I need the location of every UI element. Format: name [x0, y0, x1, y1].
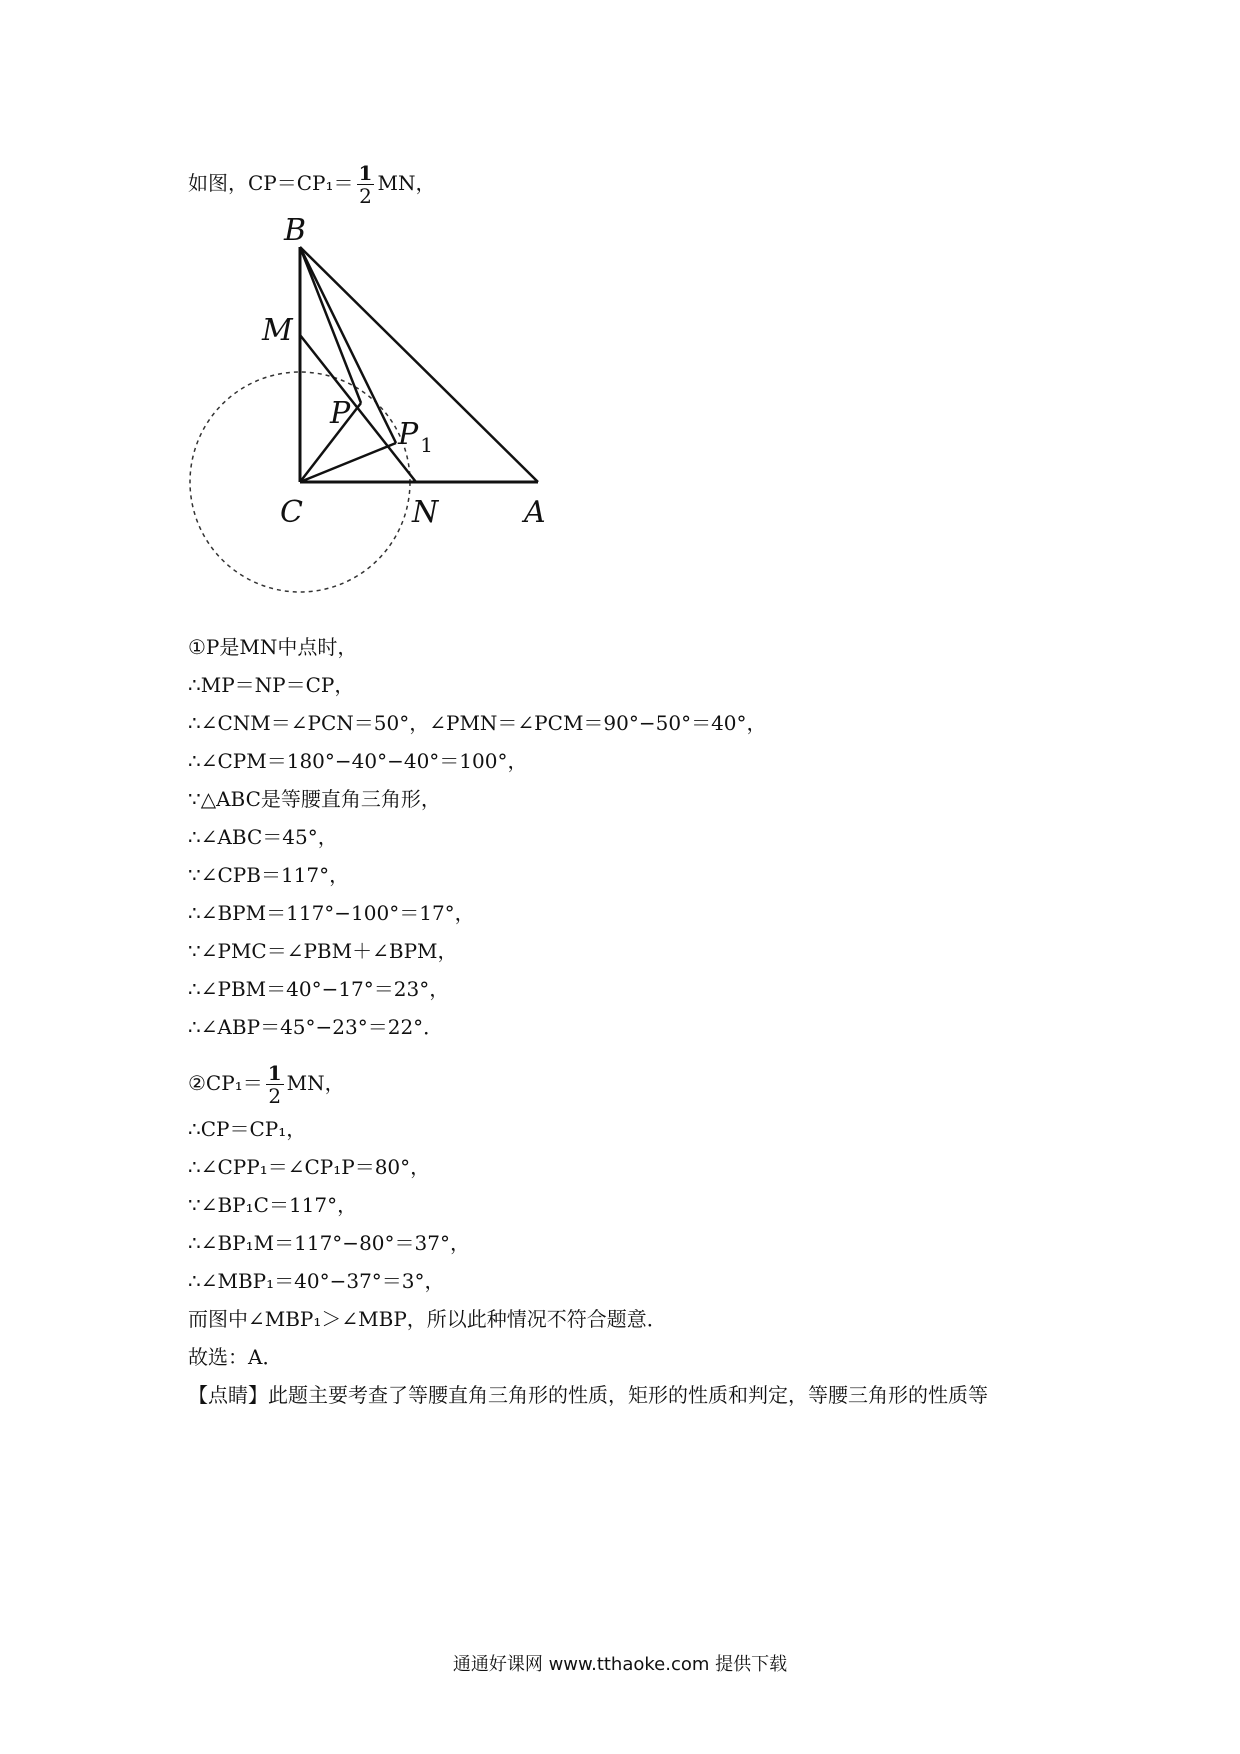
segment-AB [300, 247, 538, 482]
intro-text: 如图，CP＝CP₁＝ [188, 171, 354, 195]
fraction-numerator: 1 [358, 161, 373, 185]
fraction-one-half [266, 1062, 284, 1107]
fraction-denominator: 2 [359, 184, 372, 208]
label-N: N [412, 495, 439, 530]
comment-line: 【点睛】此题主要考查了等腰直角三角形的性质，矩形的性质和判定，等腰三角形的性质等 [188, 1383, 988, 1407]
fraction-numerator: 1 [267, 1061, 282, 1085]
label-B: B [284, 213, 307, 248]
solution-line: ∵∠BP₁C＝117°， [188, 1193, 358, 1217]
answer-line: 故选：A． [188, 1345, 283, 1369]
solution-line: 而图中∠MBP₁＞∠MBP，所以此种情况不符合题意． [188, 1307, 667, 1331]
page-footer: 通通好课网 www.tthaoke.com 提供下载 [452, 1654, 788, 1675]
solution-line: ∴∠CPP₁＝∠CP₁P＝80°， [188, 1155, 431, 1179]
solution-line: ∵∠CPB＝117°， [188, 863, 350, 887]
intro-text-end: MN， [377, 171, 436, 195]
case2-heading-text: ②CP₁＝ [188, 1071, 263, 1095]
label-P1 [397, 417, 433, 457]
label-P1-subscript: 1 [420, 433, 433, 457]
solution-line: ∴CP＝CP₁， [188, 1117, 307, 1141]
solution-line: ∴∠PBM＝40°−17°＝23°， [188, 977, 450, 1001]
solution-line: ∴∠MBP₁＝40°−37°＝3°， [188, 1269, 445, 1293]
solution-line: ∴∠ABC＝45°， [188, 825, 338, 849]
solution-line: ∵∠PMC＝∠PBM＋∠BPM， [188, 939, 458, 963]
label-A: A [524, 495, 546, 530]
case2-heading [188, 1062, 345, 1107]
solution-line: ∴∠ABP＝45°−23°＝22°． [188, 1015, 444, 1039]
label-P1-letter: P [398, 417, 419, 452]
case2-heading-end: MN， [286, 1071, 345, 1095]
solution-line: ∵△ABC是等腰直角三角形， [188, 787, 441, 811]
label-P: P [330, 396, 351, 431]
segment-BP [300, 247, 361, 403]
solution-line: ①P是MN中点时， [188, 635, 358, 659]
geometry-figure [0, 0, 1240, 700]
solution-line: ∴∠BPM＝117°−100°＝17°， [188, 901, 475, 925]
solution-line: ∴∠CNM＝∠PCN＝50°，∠PMN＝∠PCM＝90°−50°＝40°， [188, 711, 767, 735]
label-C: C [280, 495, 303, 530]
fraction-denominator: 2 [268, 1084, 282, 1108]
solution-line: ∴∠BP₁M＝117°−80°＝37°， [188, 1231, 470, 1255]
label-M: M [262, 313, 293, 348]
solution-line: ∴MP＝NP＝CP， [188, 673, 355, 697]
solution-line: ∴∠CPM＝180°−40°−40°＝100°， [188, 749, 528, 773]
